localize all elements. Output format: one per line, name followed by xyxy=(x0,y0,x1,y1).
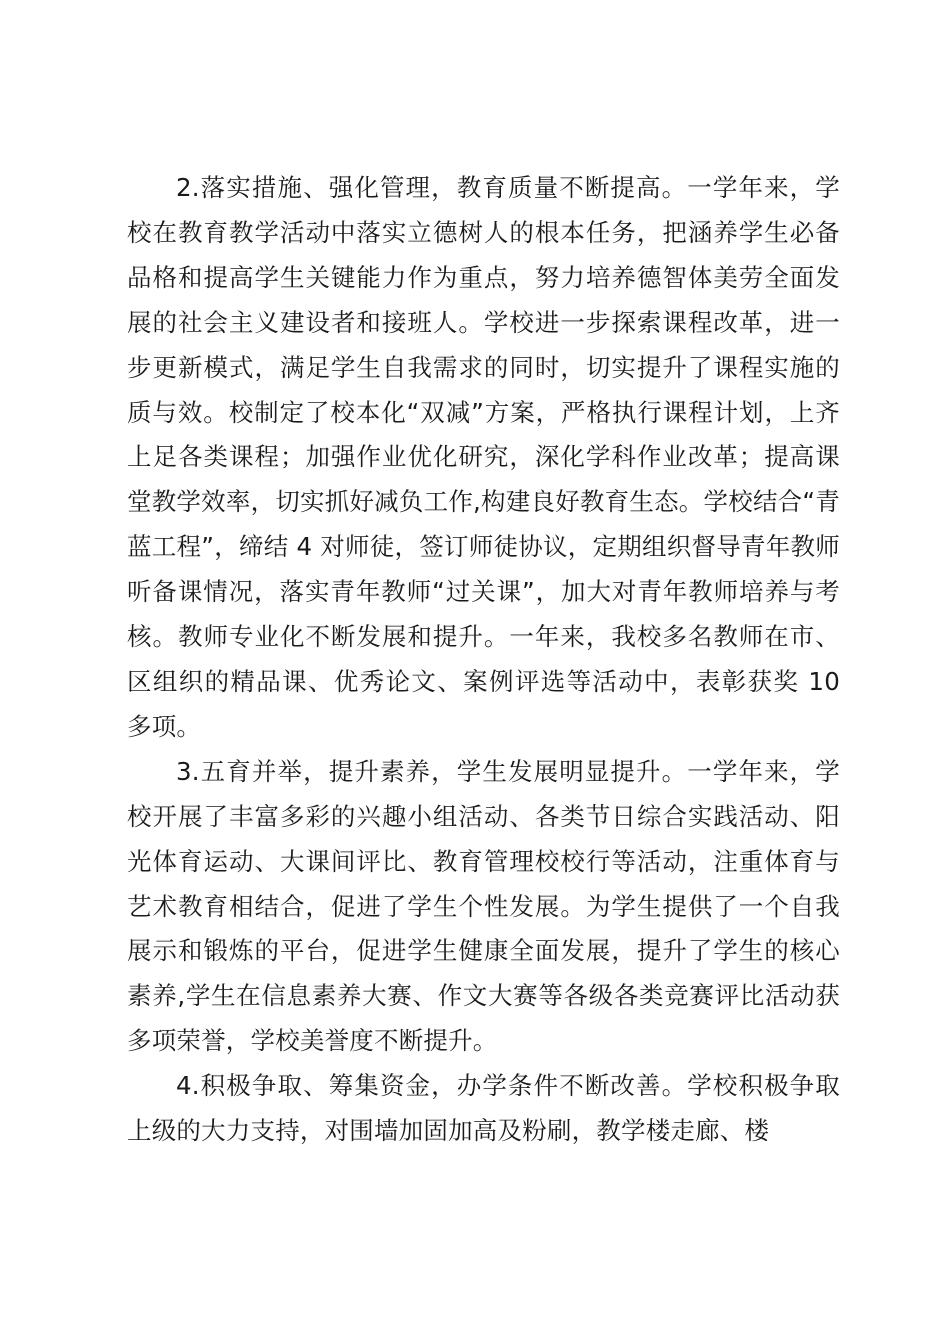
paragraph-quality-improvement: 2.落实措施、强化管理，教育质量不断提高。一学年来，学校在教育教学活动中落实立德树人的根本任务，把涵养学生必备品格和提高学生关键能力作为重点，努力培养德智体美劳全面发展的社会主义建设者和接班人。学校进一步探索课程改革，进一步更新模式，满足学生自我需求的同时，切实提升了课程实施的质与效。校制定了校本化“双减”方案，严格执行课程计划，上齐上足各类课程；加强作业优化研究，深化学科作业改革；提高课堂教学效率，切实抓好减负工作,构建良好教育生态。学校结合“青蓝工程”，缔结 4 对师徒，签订师徒协议，定期组织督导青年教师听备课情况，落实青年教师“过关课”，加大对青年教师培养与考核。教师专业化不断发展和提升。一年来，我校多名教师在市、区组织的精品课、优秀论文、案例评选等活动中，表彰获奖 10 多项。 xyxy=(127,173,840,741)
paragraph-school-conditions: 4.积极争取、筹集资金，办学条件不断改善。学校积极争取上级的大力支持，对围墙加固加高及粉刷，教学楼走廊、楼 xyxy=(127,1071,840,1146)
paragraph-student-development: 3.五育并举，提升素养，学生发展明显提升。一学年来，学校开展了丰富多彩的兴趣小组活动、各类节日综合实践活动、阳光体育运动、大课间评比、教育管理校校行等活动，注重体育与艺术教育相结合，促进了学生个性发展。为学生提供了一个自我展示和锻炼的平台，促进学生健康全面发展，提升了学生的核心素养,学生在信息素养大赛、作文大赛等各级各类竞赛评比活动获多项荣誉，学校美誉度不断提升。 xyxy=(127,756,840,1056)
document-body xyxy=(127,166,840,1154)
